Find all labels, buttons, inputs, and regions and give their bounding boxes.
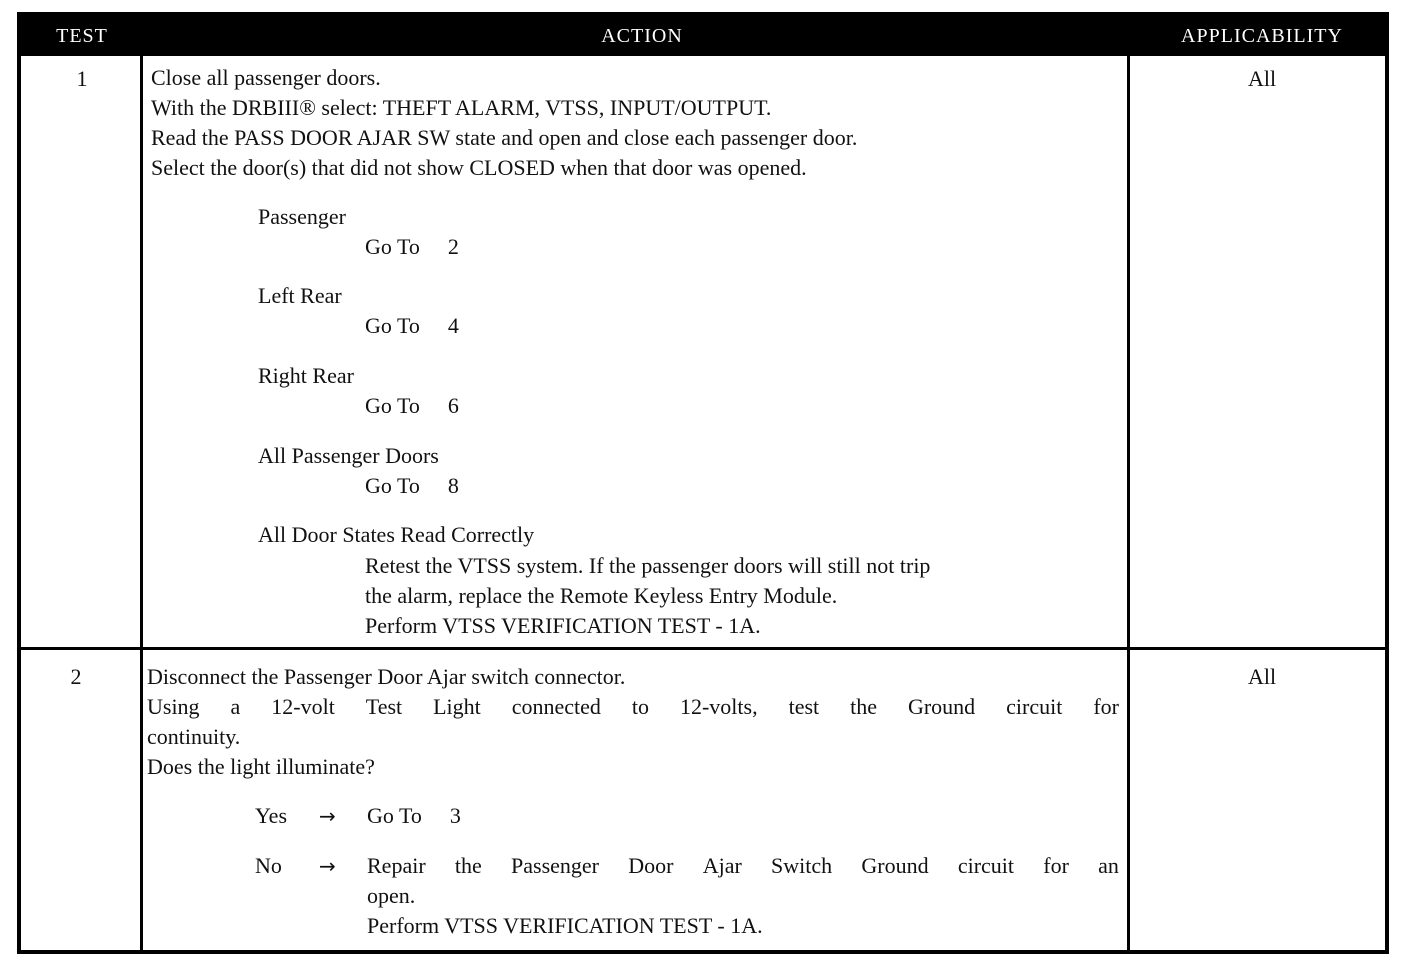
option-label-no: No	[255, 853, 282, 878]
word: the	[850, 694, 877, 719]
header-applicability: APPLICABILITY	[1181, 25, 1343, 47]
instruction-line: With the DRBIII® select: THEFT ALARM, VTSS, INPUT/OUTPUT.	[151, 95, 772, 120]
header-test: TEST	[56, 25, 108, 47]
option-goto-passenger	[365, 232, 459, 262]
test-number-2: 2	[70, 664, 82, 689]
option-result-line: the alarm, replace the Remote Keyless Entry Module.	[365, 583, 838, 608]
instruction-line: Disconnect the Passenger Door Ajar switch connector.	[147, 664, 626, 689]
word: for	[1043, 853, 1069, 878]
option-goto-left-rear	[365, 311, 459, 341]
word: Light	[433, 694, 481, 719]
arrow-icon: →	[319, 854, 336, 878]
word: circuit	[1006, 694, 1063, 719]
word: Switch	[771, 853, 833, 878]
word: Using	[147, 694, 200, 719]
column-divider-applicability	[1127, 56, 1130, 954]
word: Ground	[861, 853, 929, 878]
option-result-line: Retest the VTSS system. If the passenger doors will still not trip	[365, 553, 931, 578]
column-divider-test	[140, 56, 143, 954]
word: test	[788, 694, 820, 719]
word: 12-volt	[271, 694, 335, 719]
word: the	[454, 853, 482, 878]
instruction-line: continuity.	[147, 724, 241, 749]
option-result-line: Perform VTSS VERIFICATION TEST - 1A.	[365, 613, 761, 638]
word: connected	[511, 694, 601, 719]
word: Ground	[907, 694, 976, 719]
header-action: ACTION	[601, 25, 683, 47]
goto-step: 6	[447, 393, 459, 418]
word: Passenger	[511, 853, 599, 878]
word: an	[1098, 853, 1119, 878]
goto-step: 4	[447, 313, 459, 338]
word: Test	[365, 694, 403, 719]
word: to	[631, 694, 650, 719]
option-result-line-justified	[367, 851, 1119, 881]
word: circuit	[957, 853, 1015, 878]
option-label-left-rear: Left Rear	[258, 283, 342, 308]
goto-step: 3	[449, 803, 461, 828]
row-divider	[21, 647, 1385, 650]
word: Repair	[367, 853, 426, 878]
instruction-line-justified	[147, 692, 1119, 722]
goto-text: Go To	[367, 803, 422, 828]
arrow-icon: →	[319, 804, 336, 828]
goto-text: Go To	[365, 473, 420, 498]
applicability-2: All	[1247, 664, 1277, 689]
option-goto-yes	[367, 801, 461, 831]
diagnostic-table	[17, 12, 1389, 954]
instruction-line: Read the PASS DOOR AJAR SW state and open and close each passenger door.	[151, 125, 858, 150]
table-header	[21, 16, 1385, 56]
option-label-all-door-states: All Door States Read Correctly	[258, 522, 535, 547]
option-result-line: open.	[367, 883, 416, 908]
goto-step: 8	[447, 473, 459, 498]
option-goto-all-passenger-doors	[365, 471, 459, 501]
test-number-1: 1	[76, 66, 88, 91]
word: a	[230, 694, 241, 719]
option-label-right-rear: Right Rear	[258, 363, 354, 388]
option-label-all-passenger-doors: All Passenger Doors	[258, 443, 439, 468]
word: Ajar	[702, 853, 742, 878]
instruction-line: Select the door(s) that did not show CLOSED when that door was opened.	[151, 155, 807, 180]
word: 12-volts,	[679, 694, 758, 719]
goto-text: Go To	[365, 313, 420, 338]
goto-text: Go To	[365, 234, 420, 259]
option-label-passenger: Passenger	[258, 204, 346, 229]
instruction-line: Does the light illuminate?	[147, 754, 375, 779]
option-goto-right-rear	[365, 391, 459, 421]
goto-text: Go To	[365, 393, 420, 418]
instruction-line: Close all passenger doors.	[151, 65, 381, 90]
option-result-line: Perform VTSS VERIFICATION TEST - 1A.	[367, 913, 763, 938]
word: for	[1093, 694, 1119, 719]
applicability-1: All	[1247, 66, 1277, 91]
option-label-yes: Yes	[255, 803, 288, 828]
goto-step: 2	[447, 234, 459, 259]
word: Door	[628, 853, 674, 878]
